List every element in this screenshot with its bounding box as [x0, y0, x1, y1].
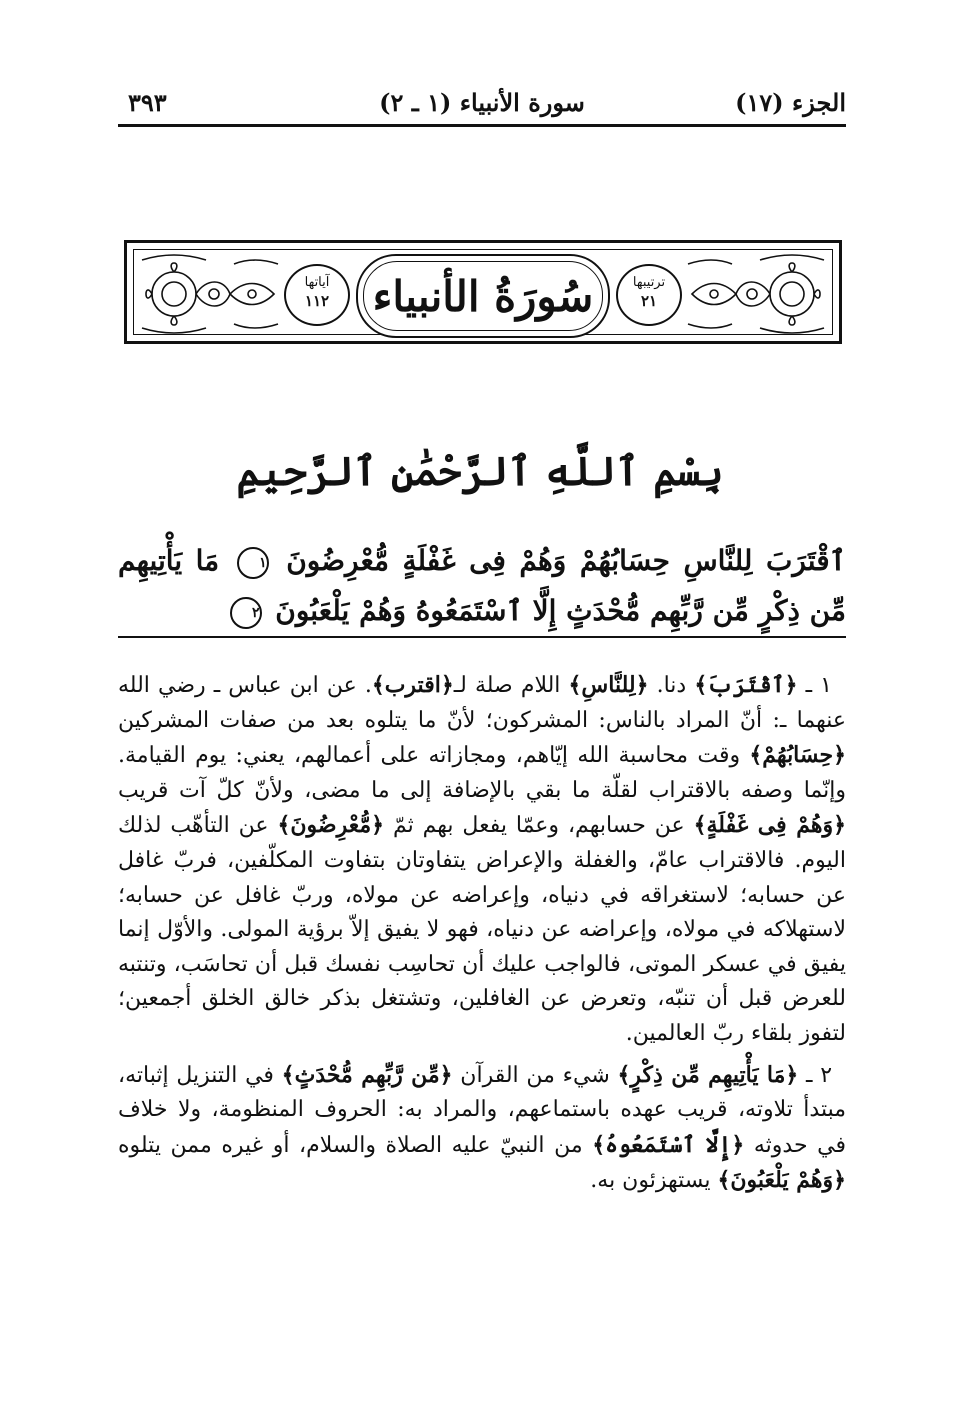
order-number: ٢١ [640, 292, 658, 310]
commentary-text: في التنزيل إثباته، مبتدأ تلاوته، قريب عهده باستماعهم، والمراد به: الحروف المنظومة، ولا خلاف في حدوثه [118, 1062, 846, 1158]
verse-number-marker: ٢ [230, 597, 262, 629]
commentary-text: اللام صلة لـ [453, 673, 561, 698]
header-rule [118, 124, 846, 127]
quote-word: ﴿لِلنَّاسِ﴾ [568, 672, 649, 698]
quote-word: ﴿مِّن رَّبِّهِم مُّحْدَثٍ﴾ [281, 1061, 453, 1088]
commentary-text: يستهزئون به. [590, 1168, 711, 1194]
commentary-text: عن حسابهم، وعمّا يفعل بهم ثمّ [392, 813, 685, 839]
commentary-text: شيء من القرآن [460, 1062, 610, 1088]
ayat-count-medallion [284, 264, 350, 326]
note-number: ٢ ـ [806, 1062, 833, 1088]
order-label: ترتيبها [632, 275, 666, 290]
verse-number-marker: ١ [237, 547, 269, 579]
quote-word: ﴿مُّعْرِضُونَ﴾ [277, 812, 385, 839]
banner-inner-frame [133, 249, 833, 335]
cartouche-inner [363, 261, 603, 331]
quote-word: ﴿ٱقْتَرَبَ﴾ [694, 672, 798, 698]
verses-separator-rule [118, 636, 846, 638]
running-header [118, 82, 846, 122]
commentary-text: من النبيّ عليه الصلاة والسلام، أو غيره ممن يتلوه [118, 1132, 583, 1158]
quran-verses [118, 536, 846, 636]
basmala: بِسْمِ ٱللَّهِ ٱلرَّحْمَٰنِ ٱلرَّحِيمِ [236, 448, 724, 495]
commentary-text: . عن ابن عباس ـ رضي الله عنهما ـ: أنّ المراد بالناس: المشركون؛ لأنّ ما يتلوه بعد من صفات المشركين [118, 673, 846, 733]
commentary-paragraph-2 [118, 1058, 846, 1199]
quote-word: ﴿اقترب﴾ [371, 672, 454, 698]
ayat-label: آياتها [304, 275, 330, 290]
page-number: ٣٩٣ [128, 88, 167, 117]
quote-word: ﴿وَهُمْ فِى غَفْلَةٍ﴾ [693, 812, 846, 839]
juz-label: الجزء (١٧) [735, 88, 846, 117]
verse-1-text: ٱقْتَرَبَ لِلنَّاسِ حِسَابُهُمْ وَهُمْ فِى غَفْلَةٍ مُّعْرِضُونَ [286, 544, 847, 577]
left-arabesque-ornament-icon [134, 250, 284, 338]
quote-word: ﴿إِلَّا ٱسْتَمَعُوهُ﴾ [592, 1131, 745, 1158]
quote-word: ﴿وَهُمْ يَلْعَبُونَ﴾ [717, 1167, 846, 1194]
verse-2-text: مَا يَأْتِيهِم مِّن ذِكْرٍ مِّن رَّبِّهِم مُّحْدَثٍ إِلَّا ٱسْتَمَعُوهُ وَهُمْ يَلْعَبُونَ [118, 544, 846, 627]
tafsir-commentary [118, 668, 846, 1205]
surah-banner [124, 240, 842, 344]
quote-word: ﴿حِسَابُهُمْ﴾ [749, 742, 847, 769]
surah-range-label: سورة الأنبياء (١ ـ ٢) [379, 88, 585, 117]
commentary-paragraph-1 [118, 668, 846, 1052]
commentary-text: عن التأهّب لذلك اليوم. فالاقتراب عامّ، والغفلة والإعراض يتفاوتان بتفاوت المكلّفين، فربّ غافل عن حسابه؛ لاستغراقه في دنياه، وإعراضه عن مولاه، وربّ غافل عن حسابه؛ لاستهلاكه في مولاه، وإعراضه عن دنياه، فهو لا يفيق إلاّ برؤية المولى. والأوّل إنما يفيق في عسكر الموتى، فالواجب عليك أن تحاسِب نفسك قبل أن تحاسَب، وتنتبه للعرض قبل أن تنبّه، وتعرض عن الغافلين، وتشتغل بذكر خالق الخلق أجمعين؛ لتفوز بلقاء ربّ العالمين. [118, 813, 846, 1046]
commentary-text: وقت محاسبة الله إيّاهم، ومجازاته على أعمالهم، يعني: يوم القيامة. وإنّما وصفه بالاقتراب لقلّة ما بقي بالإضافة إلى ما مضى، ولأنّ كلّ آت قريب [118, 743, 846, 803]
right-arabesque-ornament-icon [682, 250, 832, 338]
note-number: ١ ـ [805, 673, 832, 698]
quote-word: ﴿مَا يَأْتِيهِم مِّن ذِكْرٍ﴾ [617, 1061, 799, 1088]
surah-title-cartouche [356, 254, 610, 338]
surah-order-medallion [616, 264, 682, 326]
ayat-number: ١١٢ [304, 292, 330, 310]
commentary-text: دنا. [656, 673, 687, 698]
surah-title: سُورَةُ الأنبياء [372, 271, 594, 321]
